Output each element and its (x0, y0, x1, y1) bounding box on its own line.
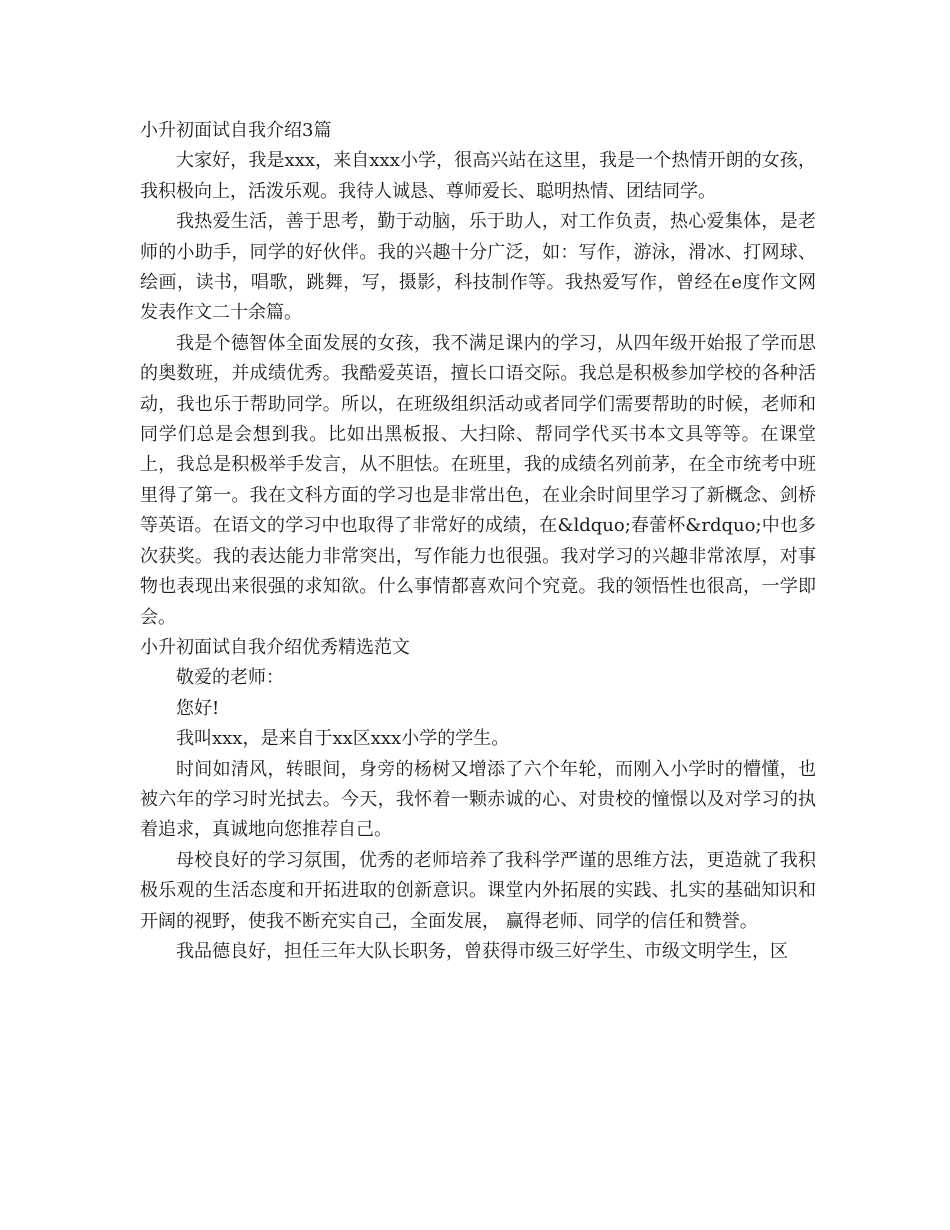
paragraph: 大家好，我是xxx，来自xxx小学，很高兴站在这里，我是一个热情开朗的女孩，我积极向上，活泼乐观。我待人诚恳、尊师爱长、聪明热情、团结同学。 (140, 150, 816, 202)
document-title: 小升初面试自我介绍3篇 (140, 120, 332, 141)
document-body (140, 116, 816, 967)
paragraph: 母校良好的学习氛围，优秀的老师培养了我科学严谨的思维方法，更造就了我积极乐观的生活态度和开拓进取的创新意识。课堂内外拓展的实践、扎实的基础知识和开阔的视野，使我不断充实自己，全面发展， 赢得老师、同学的信任和赞誉。 (140, 849, 816, 932)
greeting: 您好! (176, 697, 220, 719)
paragraph: 我热爱生活，善于思考，勤于动脑，乐于助人，对工作负责，热心爱集体，是老师的小助手，同学的好伙伴。我的兴趣十分广泛，如：写作，游泳，滑冰、打网球、绘画，读书，唱歌，跳舞，写，摄影，科技制作等。我热爱写作，曾经在e度作文网发表作文二十余篇。 (140, 211, 816, 324)
paragraph: 我叫xxx，是来自于xx区xxx小学的学生。 (176, 728, 510, 750)
section-title: 小升初面试自我介绍优秀精选范文 (140, 636, 410, 658)
salutation: 敬爱的老师： (176, 667, 284, 689)
paragraph: 时间如清风，转眼间，身旁的杨树又增添了六个年轮，而刚入小学时的懵懂，也被六年的学习时光拭去。今天，我怀着一颗赤诚的心、对贵校的憧憬以及对学习的执着追求，真诚地向您推荐自己。 (140, 758, 816, 841)
paragraph: 我是个德智体全面发展的女孩，我不满足课内的学习，从四年级开始报了学而思的奥数班，并成绩优秀。我酷爱英语，擅长口语交际。我总是积极参加学校的各种活动，我也乐于帮助同学。所以，在班级组织活动或者同学们需要帮助的时候，老师和同学们总是会想到我。比如出黑板报、大扫除、帮同学代买书本文具等等。在课堂上，我总是积极举手发言，从不胆怯。在班里，我的成绩名列前茅，在全市统考中班里得了第一。我在文科方面的学习也是非常出色，在业余时间里学习了新概念、剑桥等英语。在语文的学习中也取得了非常好的成绩，在&ldquo;春蕾杯&rdquo;中也多次获奖。我的表达能力非常突出，写作能力也很强。我对学习的兴趣非常浓厚，对事物也表现出来很强的求知欲。什么事情都喜欢问个究竟。我的领悟性也很高，一学即会。 (140, 332, 816, 628)
paragraph: 我品德良好，担任三年大队长职务，曾获得市级三好学生、市级文明学生，区 (176, 940, 788, 962)
